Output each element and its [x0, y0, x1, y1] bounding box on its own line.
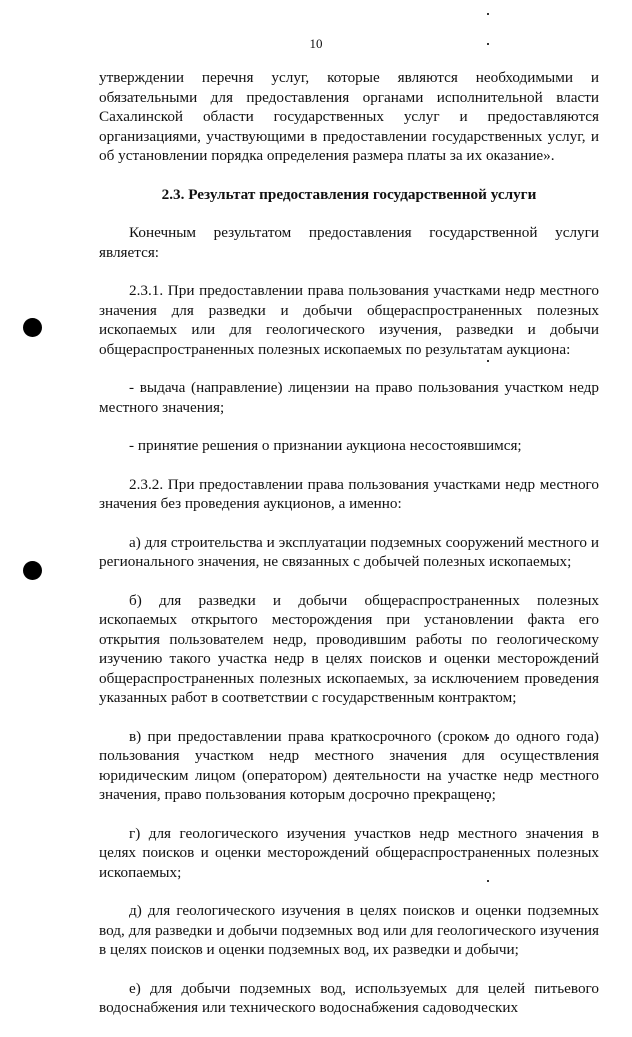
paragraph: в) при предоставлении права краткосрочного (сроком до одного года) пользования участком недр местного значения для осуществления юридическим лицом (оператором) деятельности на участке недр местного значения, право пользования которым досрочно прекращено;: [99, 727, 599, 803]
paragraph: д) для геологического изучения в целях поисков и оценки подземных вод, для разведки и добычи подземных вод или для геологического изучения в целях поисков и оценки подземных вод, их разведки и добычи;: [99, 902, 599, 958]
page-number: 10: [309, 36, 323, 51]
scan-speck: [487, 13, 489, 15]
paragraph: 2.3.1. При предоставлении права пользования участками недр местного значения для разведки и добычи общераспространенных полезных ископаемых или для геологического изучения, разведки и добычи общераспространенных полезных ископаемых по результатам аукциона:: [99, 282, 599, 358]
scan-speck: [487, 43, 489, 45]
paragraph: - принятие решения о признании аукциона несостоявшимся;: [129, 437, 522, 454]
paragraph: 2.3.2. При предоставлении права пользования участками недр местного значения без проведения аукционов, а именно:: [99, 475, 599, 512]
document-body: [99, 68, 599, 1037]
paragraph: а) для строительства и эксплуатации подземных сооружений местного и регионального значения, не связанных с добычей полезных ископаемых;: [99, 533, 599, 570]
paragraph: е) для добычи подземных вод, используемых для целей питьевого водоснабжения или технического водоснабжения садоводческих: [99, 979, 599, 1016]
paragraph-continuation: утверждении перечня услуг, которые являются необходимыми и обязательными для предоставления органами исполнительной власти Сахалинской области государственных услуг и предоставляются организациями, участвующими в предоставлении государственных услуг, и об установлении порядка определения размера платы за их оказание».: [99, 69, 599, 164]
paragraph: г) для геологического изучения участков недр местного значения в целях поисков и оценки месторождений общераспространенных полезных ископаемых;: [99, 824, 599, 881]
binding-hole-bottom: [23, 561, 42, 580]
section-heading: 2.3. Результат предоставления государственной услуги: [161, 185, 537, 203]
paragraph: б) для разведки и добычи общераспространенных полезных ископаемых открытого месторождения при установлении факта его открытия пользователем недр, проводившим работы по геологическому изучению такого участка недр в целях поисков и оценки месторождений общераспространенных полезных ископаемых, за исключением проведения указанных работ в соответствии с государственным контрактом;: [99, 591, 599, 706]
binding-hole-top: [23, 318, 42, 337]
paragraph: - выдача (направление) лицензии на право пользования участком недр местного значения;: [99, 379, 599, 416]
paragraph: Конечным результатом предоставления государственной услуги является:: [99, 224, 599, 261]
